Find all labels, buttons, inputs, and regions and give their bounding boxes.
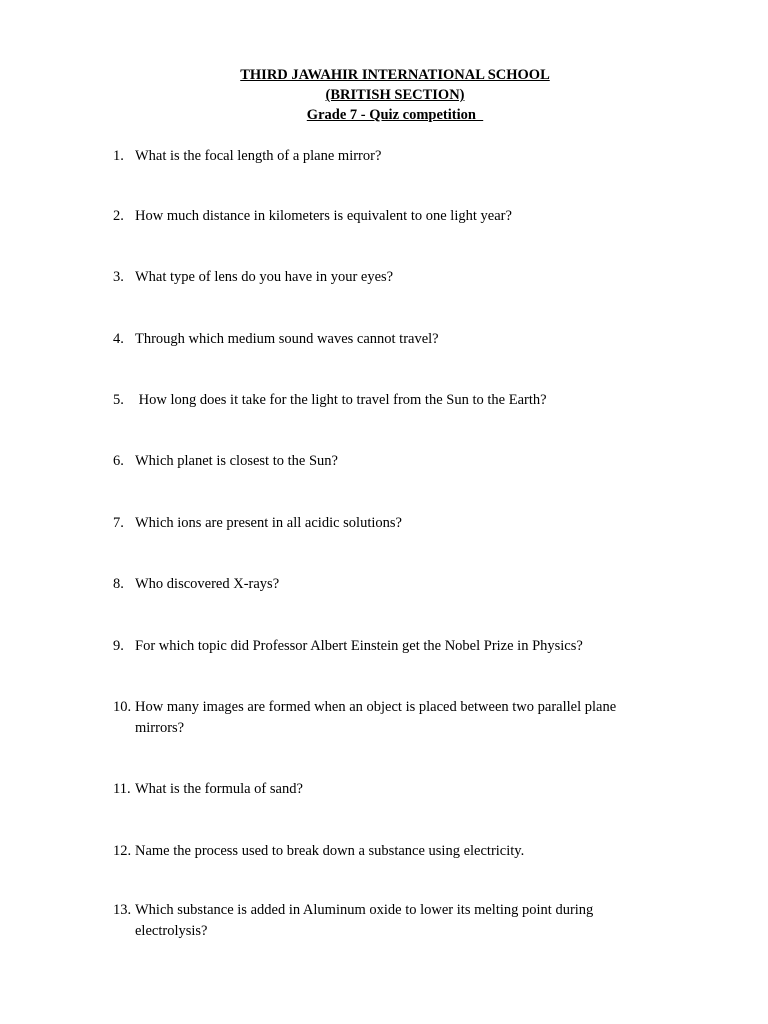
question-number: 2. (113, 208, 124, 224)
question-text: What type of lens do you have in your eyes? (135, 269, 394, 285)
question-number: 8. (113, 576, 124, 592)
question-item (113, 390, 653, 411)
question-text: Who discovered X-rays? (135, 576, 280, 592)
question-text: For which topic did Professor Albert Einstein get the Nobel Prize in Physics? (135, 638, 583, 654)
question-item (113, 206, 653, 227)
question-item (113, 841, 653, 862)
question-text: How much distance in kilometers is equivalent to one light year? (135, 208, 512, 224)
question-text: Name the process used to break down a substance using electricity. (135, 843, 525, 859)
question-item (113, 267, 653, 288)
question-text: How many images are formed when an object is placed between two parallel plane mirrors? (135, 699, 620, 736)
question-item (113, 574, 653, 595)
question-item (113, 329, 653, 350)
question-number: 11. (113, 781, 131, 797)
question-number: 9. (113, 638, 124, 654)
question-number: 10. (113, 699, 132, 715)
question-number: 4. (113, 331, 124, 347)
question-text: Through which medium sound waves cannot travel? (135, 331, 439, 347)
document-header (0, 65, 768, 125)
school-name: THIRD JAWAHIR INTERNATIONAL SCHOOL (240, 67, 550, 83)
question-text: How long does it take for the light to travel from the Sun to the Earth? (135, 392, 547, 408)
question-item (113, 451, 653, 472)
question-item (113, 513, 653, 534)
question-item (113, 636, 653, 657)
question-item (113, 900, 653, 942)
quiz-title: Grade 7 - Quiz competition (306, 107, 484, 123)
school-section: (BRITISH SECTION) (325, 87, 465, 103)
question-item (113, 146, 653, 167)
question-text: What is the focal length of a plane mirror? (135, 148, 382, 164)
question-text: Which substance is added in Aluminum oxide to lower its melting point during electrolysis? (135, 902, 597, 939)
question-text: Which ions are present in all acidic solutions? (135, 515, 402, 531)
question-text: What is the formula of sand? (135, 781, 303, 797)
question-number: 13. (113, 902, 132, 918)
question-number: 12. (113, 843, 132, 859)
question-number: 6. (113, 453, 124, 469)
question-text: Which planet is closest to the Sun? (135, 453, 338, 469)
question-number: 3. (113, 269, 124, 285)
question-number: 7. (113, 515, 124, 531)
question-item (113, 779, 653, 800)
question-number: 5. (113, 392, 124, 408)
question-number: 1. (113, 148, 124, 164)
question-item (113, 697, 653, 739)
